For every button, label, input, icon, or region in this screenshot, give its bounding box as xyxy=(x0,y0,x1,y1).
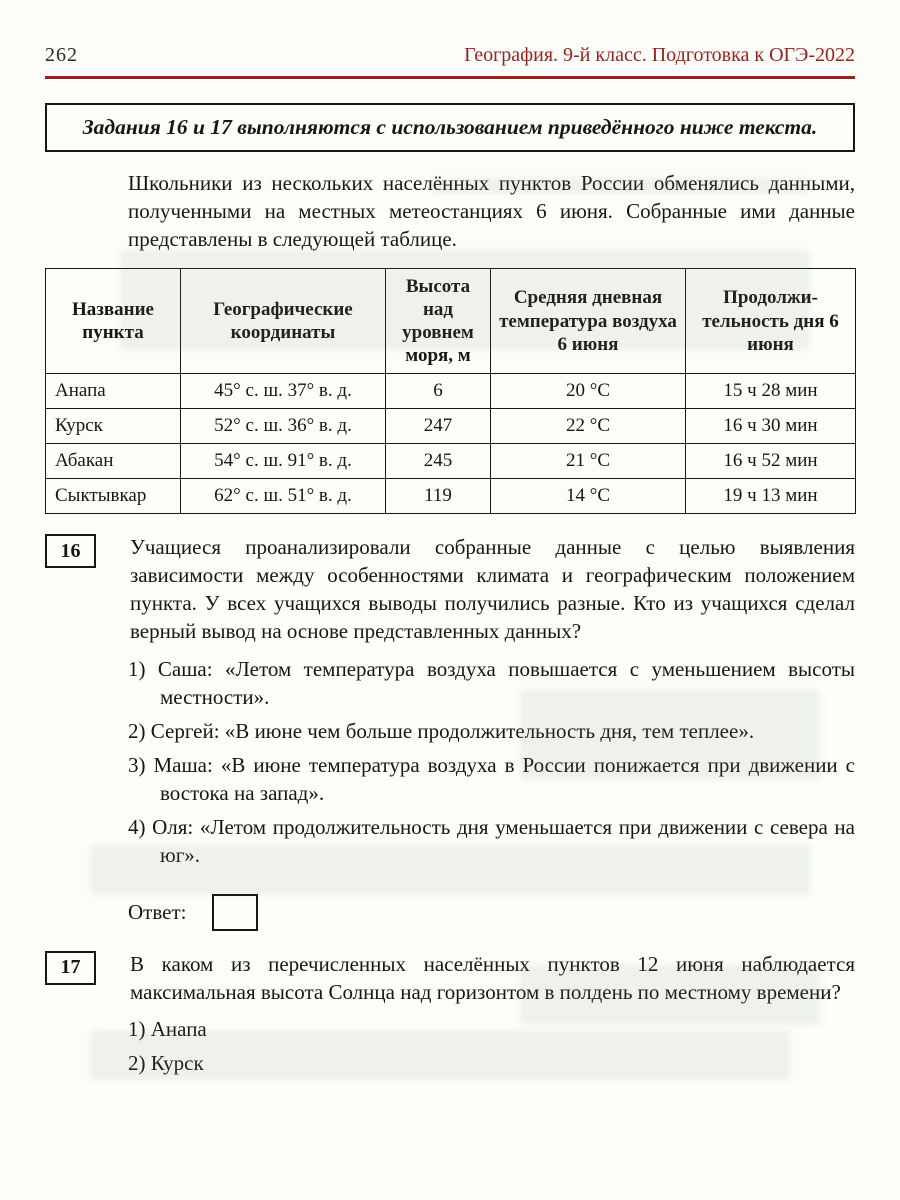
option-1: 1) Анапа xyxy=(128,1017,207,1042)
table-cell-coords: 62° с. ш. 51° в. д. xyxy=(181,479,386,514)
question-16 xyxy=(45,534,855,646)
question-17-text: В каком из перечисленных населённых пунктов 12 июня наблюдается максимальная высота Солнца над горизонтом в полдень по местному времени? xyxy=(130,951,855,1004)
question-17-options xyxy=(128,1016,855,1078)
question-16-text: Учащиеся проанализировали собранные данные с целью выявления зависимости между особенностями климата и географическим положением пункта. У всех учащихся выводы получились разные. Кто из учащихся сделал верный вывод на основе представленных данных? xyxy=(130,535,855,644)
table-cell-altitude: 6 xyxy=(386,374,491,409)
table-cell-name: Абакан xyxy=(46,444,181,479)
table-cell-coords: 52° с. ш. 36° в. д. xyxy=(181,409,386,444)
table-header-cell: Продолжи-тельность дня 6 июня xyxy=(686,268,856,374)
table-cell-daylength: 19 ч 13 мин xyxy=(686,479,856,514)
answer-row-16 xyxy=(128,894,855,931)
question-17-number: 17 xyxy=(45,951,96,985)
table-cell-name: Анапа xyxy=(46,374,181,409)
table-cell-daylength: 16 ч 30 мин xyxy=(686,409,856,444)
option-2: 2) Курск xyxy=(128,1051,204,1076)
table-cell-temperature: 20 °C xyxy=(491,374,686,409)
option-1: 1) Саша: «Летом температура воздуха повышается с уменьшением высоты местности». xyxy=(128,657,855,710)
question-16-options xyxy=(128,656,855,869)
table-header-cell: Средняя дневная температура воздуха 6 июня xyxy=(491,268,686,374)
table-cell-altitude: 119 xyxy=(386,479,491,514)
table-header-row xyxy=(46,268,856,374)
intro-paragraph: Школьники из нескольких населённых пунктов России обменялись данными, полученными на местных метеостанциях 6 июня. Собранные ими данные представлены в следующей таблице. xyxy=(128,171,855,251)
answer-label: Ответ: xyxy=(128,899,187,924)
table-cell-altitude: 247 xyxy=(386,409,491,444)
table-cell-temperature: 22 °C xyxy=(491,409,686,444)
option-3: 3) Маша: «В июне температура воздуха в России понижается при движении с востока на запад». xyxy=(128,752,855,805)
table-cell-daylength: 15 ч 28 мин xyxy=(686,374,856,409)
table-header-cell: Географические координаты xyxy=(181,268,386,374)
table-cell-name: Курск xyxy=(46,409,181,444)
header-title: География. 9-й класс. Подготовка к ОГЭ-2022 xyxy=(464,44,855,66)
header-rule xyxy=(45,76,855,79)
table-row xyxy=(46,444,856,479)
table-cell-coords: 54° с. ш. 91° в. д. xyxy=(181,444,386,479)
instruction-text: Задания 16 и 17 выполняются с использованием приведённого ниже текста. xyxy=(82,115,818,139)
table-row xyxy=(46,409,856,444)
question-16-number: 16 xyxy=(45,534,96,568)
table-cell-daylength: 16 ч 52 мин xyxy=(686,444,856,479)
question-17 xyxy=(45,951,855,1007)
table-cell-name: Сыктывкар xyxy=(46,479,181,514)
table-cell-temperature: 14 °C xyxy=(491,479,686,514)
table-cell-temperature: 21 °C xyxy=(491,444,686,479)
table-row xyxy=(46,374,856,409)
table-cell-altitude: 245 xyxy=(386,444,491,479)
option-4: 4) Оля: «Летом продолжительность дня уменьшается при движении с севера на юг». xyxy=(128,814,855,867)
table-row xyxy=(46,479,856,514)
table-cell-coords: 45° с. ш. 37° в. д. xyxy=(181,374,386,409)
table-header-cell: Название пункта xyxy=(46,268,181,374)
weather-data-table xyxy=(45,268,856,515)
table-header-cell: Высота над уровнем моря, м xyxy=(386,268,491,374)
answer-input-box[interactable] xyxy=(212,894,258,931)
page-header xyxy=(45,44,855,67)
page-number: 262 xyxy=(45,44,78,66)
option-2: 2) Сергей: «В июне чем больше продолжительность дня, тем теплее». xyxy=(128,719,755,743)
instruction-box xyxy=(45,103,855,152)
